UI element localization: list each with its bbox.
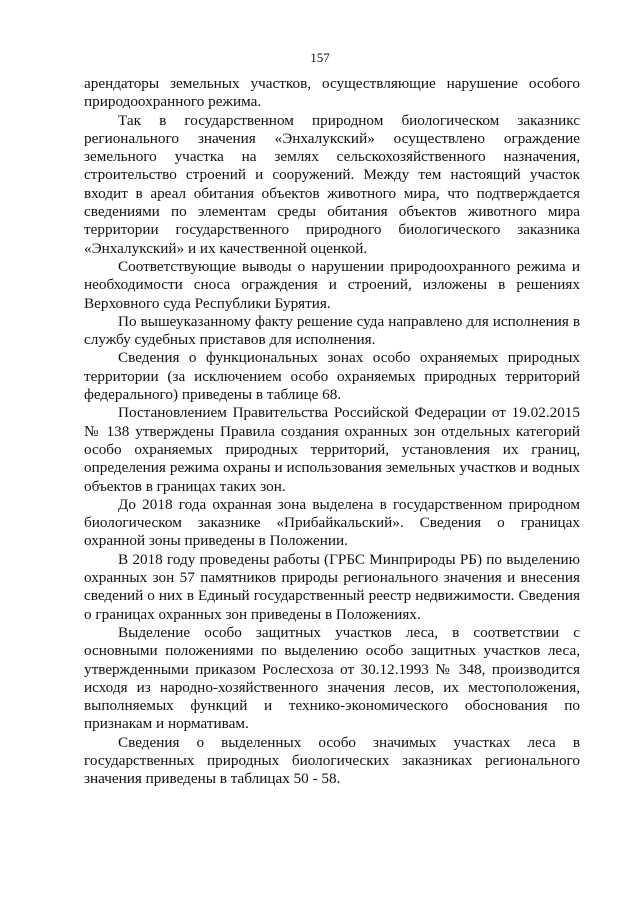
text-body bbox=[84, 75, 580, 789]
paragraph-1: арендаторы земельных участков, осуществляющие нарушение особого природоохранного режима. bbox=[84, 75, 580, 111]
paragraph-9: Выделение особо защитных участков леса, в соответствии с основными положениями по выделению особо защитных участков леса, утвержденными приказом Рослесхоза от 30.12.1993 № 348, производится исходя из народно-хозяйственного значения лесов, их местоположения, выполняемых функций и технико-экономического обоснования по признакам и нормативам. bbox=[84, 623, 580, 733]
paragraph-5: Сведения о функциональных зонах особо охраняемых природных территории (за исключением особо охраняемых природных территорий федерального) приведены в таблице 68. bbox=[84, 349, 580, 404]
paragraph-3: Соответствующие выводы о нарушении природоохранного режима и необходимости сноса ограждения и строений, изложены в решениях Верховного суда Республики Бурятия. bbox=[84, 257, 580, 312]
paragraph-6: Постановлением Правительства Российской Федерации от 19.02.2015 № 138 утверждены Правила создания охранных зон отдельных категорий особо охраняемых природных территорий, установления их границ, определения режима охраны и использования земельных участков и водных объектов в границах таких зон. bbox=[84, 404, 580, 495]
paragraph-10: Сведения о выделенных особо значимых участках леса в государственных природных биологических заказниках регионального значения приведены в таблицах 50 - 58. bbox=[84, 733, 580, 788]
paragraph-4: По вышеуказанному факту решение суда направлено для исполнения в службу судебных приставов для исполнения. bbox=[84, 312, 580, 349]
paragraph-8: В 2018 году проведены работы (ГРБС Минприроды РБ) по выделению охранных зон 57 памятников природы регионального значения и внесения сведений о них в Единый государственный реестр недвижимости. Сведения о границах охранных зон приведены в Положениях. bbox=[84, 550, 580, 623]
page-number: 157 bbox=[310, 50, 330, 65]
paragraph-2: Так в государственном природном биологическом заказникс регионального значения «Энхалукский» осуществлено ограждение земельного участка на землях сельскохозяйственного назначения, строительство строений и сооружений. Между тем настоящий участок входит в ареал обитания объектов животного мира, что подтверждается сведениями по элементам среды обитания объектов животного мира территории государственного природного биологического заказника «Энхалукский» и их качественной оценкой. bbox=[84, 111, 580, 257]
paragraph-7: До 2018 года охранная зона выделена в государственном природном биологическом заказнике «Прибайкальский». Сведения о границах охранной зоны приведены в Положении. bbox=[84, 495, 580, 550]
